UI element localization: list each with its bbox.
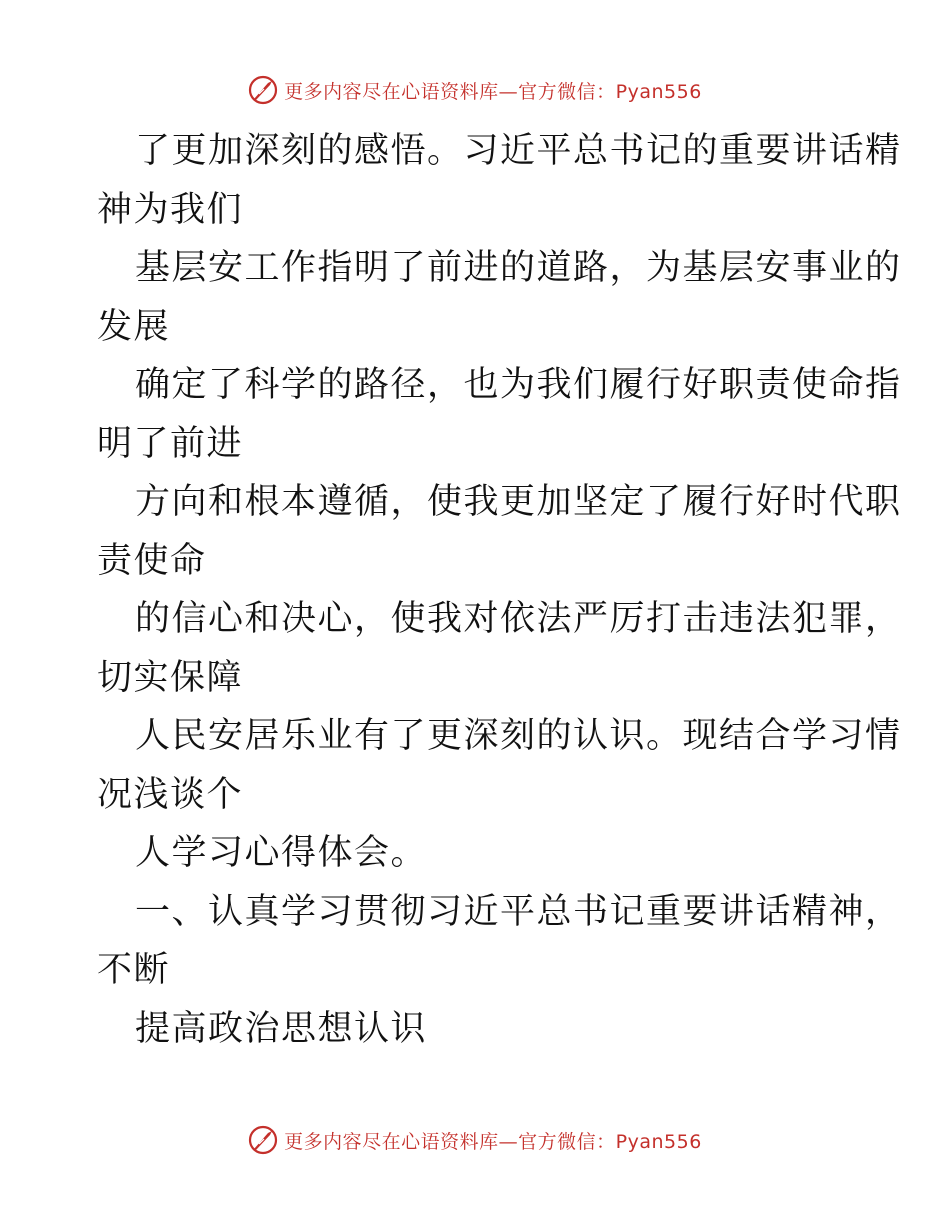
body-line: 基层安工作指明了前进的道路，为基层安事业的	[135, 248, 902, 288]
body-line: 确定了科学的路径，也为我们履行好职责使命指	[135, 365, 902, 405]
section-heading-line: 不断	[97, 950, 171, 990]
header-banner-text: 更多内容尽在心语资料库—官方微信：Pyan556	[284, 80, 702, 103]
footer-banner-text: 更多内容尽在心语资料库—官方微信：Pyan556	[284, 1130, 702, 1153]
body-line: 况浅谈个	[97, 774, 244, 815]
header-wechat-id: Pyan556	[615, 80, 702, 103]
section-heading-line: 一、认真学习贯彻习近平总书记重要讲话精神，	[135, 891, 902, 932]
body-line: 了更加深刻的感悟。习近平总书记的重要讲话精	[135, 131, 902, 171]
body-line: 人民安居乐业有了更深刻的认识。现结合学习情	[135, 716, 902, 756]
body-line: 神为我们	[97, 189, 244, 230]
body-line: 发展	[97, 306, 171, 347]
section-heading-line: 提高政治思想认识	[135, 1008, 428, 1049]
document-body	[97, 122, 902, 1058]
body-line: 的信心和决心，使我对依法严厉打击违法犯罪，	[135, 599, 902, 639]
footer-wechat-id: Pyan556	[615, 1130, 702, 1153]
header-banner	[0, 70, 950, 110]
quill-pen-circle-icon	[248, 75, 278, 105]
quill-pen-circle-icon	[248, 1125, 278, 1155]
body-line: 切实保障	[97, 657, 244, 698]
body-line: 方向和根本遵循，使我更加坚定了履行好时代职	[135, 482, 902, 522]
footer-banner	[0, 1120, 950, 1160]
body-line: 责使命	[97, 540, 207, 581]
body-line: 人学习心得体会。	[135, 833, 428, 873]
body-line: 明了前进	[97, 423, 244, 464]
